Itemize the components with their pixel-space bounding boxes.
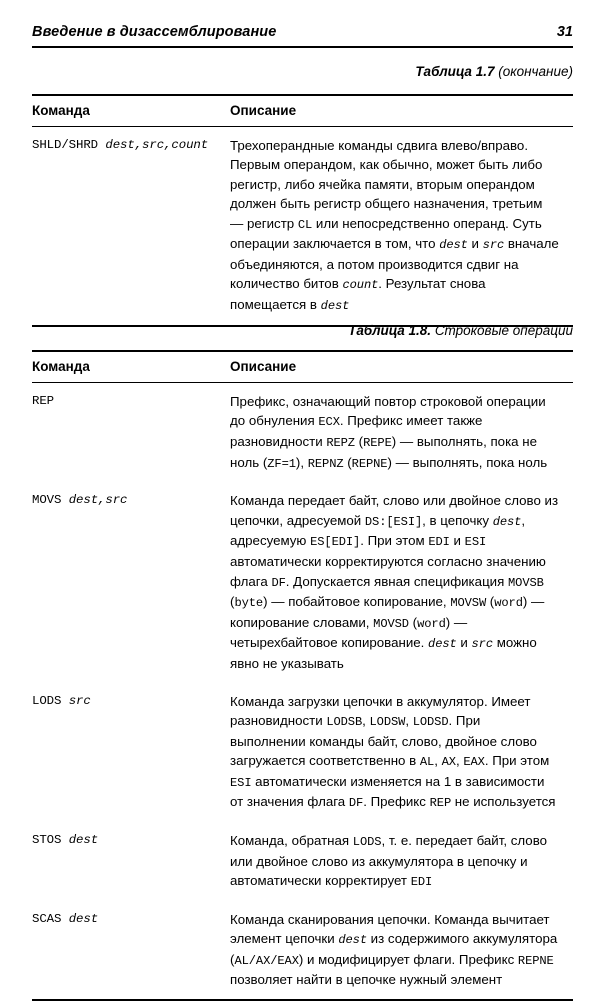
table-1-8-caption-number: Таблица 1.8. [348,323,432,338]
code-run: dest [492,514,522,529]
text-run: . При выполнении команды байт, слово, двойное слово загружается соответственно в [230,712,537,768]
text-run: , в цепочку [422,512,493,528]
code-run: word [494,596,523,611]
table-1-7 [32,94,573,327]
code-run: MOVSD [373,616,409,631]
running-head [32,24,573,40]
code-run: LODS [352,834,382,849]
text-run: , [362,712,370,728]
text-run: ) — копирование словами, [230,594,545,630]
table-1-8-body [32,383,573,1001]
text-run: Префикс, означающий повтор строковой операции до обнуления [230,394,546,429]
text-run: . Результат снова помещается в [230,276,486,312]
table-1-8-header-command: Команда [32,359,90,374]
table-1-7-caption-text: (окончание) [498,64,573,79]
code-run: dest [338,933,367,948]
code-run: EDI [428,535,450,550]
table-1-7-header-row [32,95,573,127]
text-run: ) — выполнять, пока ноль [387,454,548,470]
text-run: , [434,753,442,768]
text-run: . Допускается явная спецификация [285,573,509,589]
table-1-7-row-0-command [32,127,230,326]
table-1-8-row-4-description [230,901,573,1000]
text-run: . При этом [360,533,429,549]
text-run: ( [230,594,235,610]
code-run: EDI [410,875,433,890]
code-run: LODSB [326,714,363,729]
code-run: dest [439,238,468,253]
code-run: LODSW [369,714,406,729]
text-run: , [405,712,413,728]
code-run: REPNE [351,456,388,471]
table-1-7-body [32,127,573,327]
command-mnemonic: SHLD/SHRD [32,138,99,152]
text-run: Трехоперандные команды сдвига влево/вправо. Первым операндом, как обычно, может быть либо регистр, либо ячейка памяти, вторым операндом должен быть регистр общего назначения, третьим — регистр [230,138,543,231]
text-run: ) и модифицирует флаги. Префикс [298,951,518,967]
text-run: ( [343,454,352,470]
text-run: автоматически корректируются согласно значению флага [230,554,546,589]
text-run: , адресуемую [230,512,526,549]
code-run: ES[EDI] [310,535,361,550]
table-1-8-row-1-command [32,482,230,682]
table-1-7-header-command: Команда [32,103,90,118]
text-run: ) — побайтовое копирование, [263,594,451,610]
running-head-rule [32,46,573,48]
text-run: Команда загрузки цепочки в аккумулятор. Имеет разновидности [230,693,531,728]
code-run: ECX [318,415,340,430]
text-run: автоматически изменяется на 1 в зависимости от значения флага [230,773,545,810]
table-1-8-row-4-command [32,901,230,1000]
code-run: CL [297,217,313,232]
text-run: ) — выполнять, пока не ноль ( [230,434,538,470]
code-run: ESI [230,775,252,790]
table-1-8-row-0-command [32,383,230,483]
table-1-8-caption [32,323,573,338]
code-run: DF [271,575,286,590]
table-1-8-header-row [32,351,573,383]
text-run: и [467,236,483,252]
text-run: , т. е. передает байт, слово или двойное слово из аккумулятора в цепочку и автоматически корректирует [230,832,547,889]
command-operands: src [68,693,91,708]
table-1-8-row-0-description [230,383,573,483]
text-run: и [449,533,465,549]
code-run: dest [320,299,350,313]
table-row [32,822,573,901]
code-run: AX [441,755,456,769]
table-row [32,383,573,483]
code-run: REPZ [326,436,355,451]
text-run: вначале объединяются, а потом производится сдвиг на количество битов [230,236,559,292]
table-1-8-row-2-command [32,683,230,822]
code-run: DS:[ESI] [364,514,423,529]
text-run: . Префикс имеет также разновидности [230,413,483,450]
code-run: byte [234,596,264,611]
code-run: REPNZ [307,456,344,471]
table-1-8 [32,350,573,1001]
code-run: count [342,278,379,293]
table-1-8-caption-text: Строковые операции [434,323,573,338]
code-run: REPNE [517,953,554,968]
code-run: dest [428,637,457,652]
text-run: , [455,753,464,768]
text-run: Команда передает байт, слово или двойное слово из цепочки, адресуемой [230,493,559,528]
text-run: Команда, обратная [230,832,353,848]
table-1-8-row-2-description [230,683,573,822]
code-run: MOVSW [450,596,487,611]
text-run: позволяет найти в цепочке нужный элемент [230,972,503,988]
code-run: src [482,238,505,253]
table-row [32,683,573,822]
table-1-7-caption [32,64,573,79]
table-row [32,901,573,1000]
code-run: AL/AX/EAX [234,953,299,968]
code-run: REP [429,796,452,811]
code-run: AL [419,755,435,769]
table-row [32,127,573,326]
code-run: DF [348,796,364,811]
table-1-7-row-0-description [230,127,573,326]
code-run: ESI [464,535,487,550]
table-1-8-header-description: Описание [230,359,297,374]
running-head-title: Введение в дизассемблирование [32,24,277,40]
command-mnemonic: LODS [32,693,62,708]
table-1-8-row-3-command [32,822,230,901]
code-run: ZF=1 [267,456,296,471]
code-run: word [417,616,446,631]
command-mnemonic: REP [32,394,55,408]
text-run: . При этом [484,753,550,768]
code-run: EAX [463,755,485,769]
command-operands: dest [68,911,99,926]
table-row [32,482,573,682]
table-1-8-row-3-description [230,822,573,901]
table-1-8-row-1-description [230,482,573,682]
table-1-7-header-description: Описание [230,103,297,118]
text-run: или непосредственно операнд. Суть операции заключается в том, что [230,215,542,252]
text-run: ( [486,594,495,610]
text-run: не используется [451,794,556,810]
code-run: LODSD [412,714,449,729]
text-run: ) — четырехбайтовое копирование. [230,614,468,651]
table-1-7-caption-number: Таблица 1.7 [415,64,495,79]
text-run: и [456,635,472,651]
code-run: REPE [363,436,392,451]
text-run: ( [354,434,364,450]
text-run: Команда сканирования цепочки. Команда вычитает элемент цепочки [230,911,550,947]
text-run: . Префикс [363,794,430,810]
code-run: MOVSB [508,575,544,590]
text-run: можно явно не указывать [230,635,537,672]
command-mnemonic: MOVS [32,493,62,508]
text-run: из содержимого аккумулятора ( [230,931,558,967]
command-mnemonic: STOS [32,832,62,847]
page-number: 31 [556,24,573,40]
command-operands: dest,src,count [105,138,209,152]
code-run: src [471,637,493,652]
text-run: ), [295,454,308,470]
command-operands: dest,src [68,493,128,508]
command-mnemonic: SCAS [32,911,62,926]
text-run: ( [408,614,418,630]
command-operands: dest [68,832,99,847]
